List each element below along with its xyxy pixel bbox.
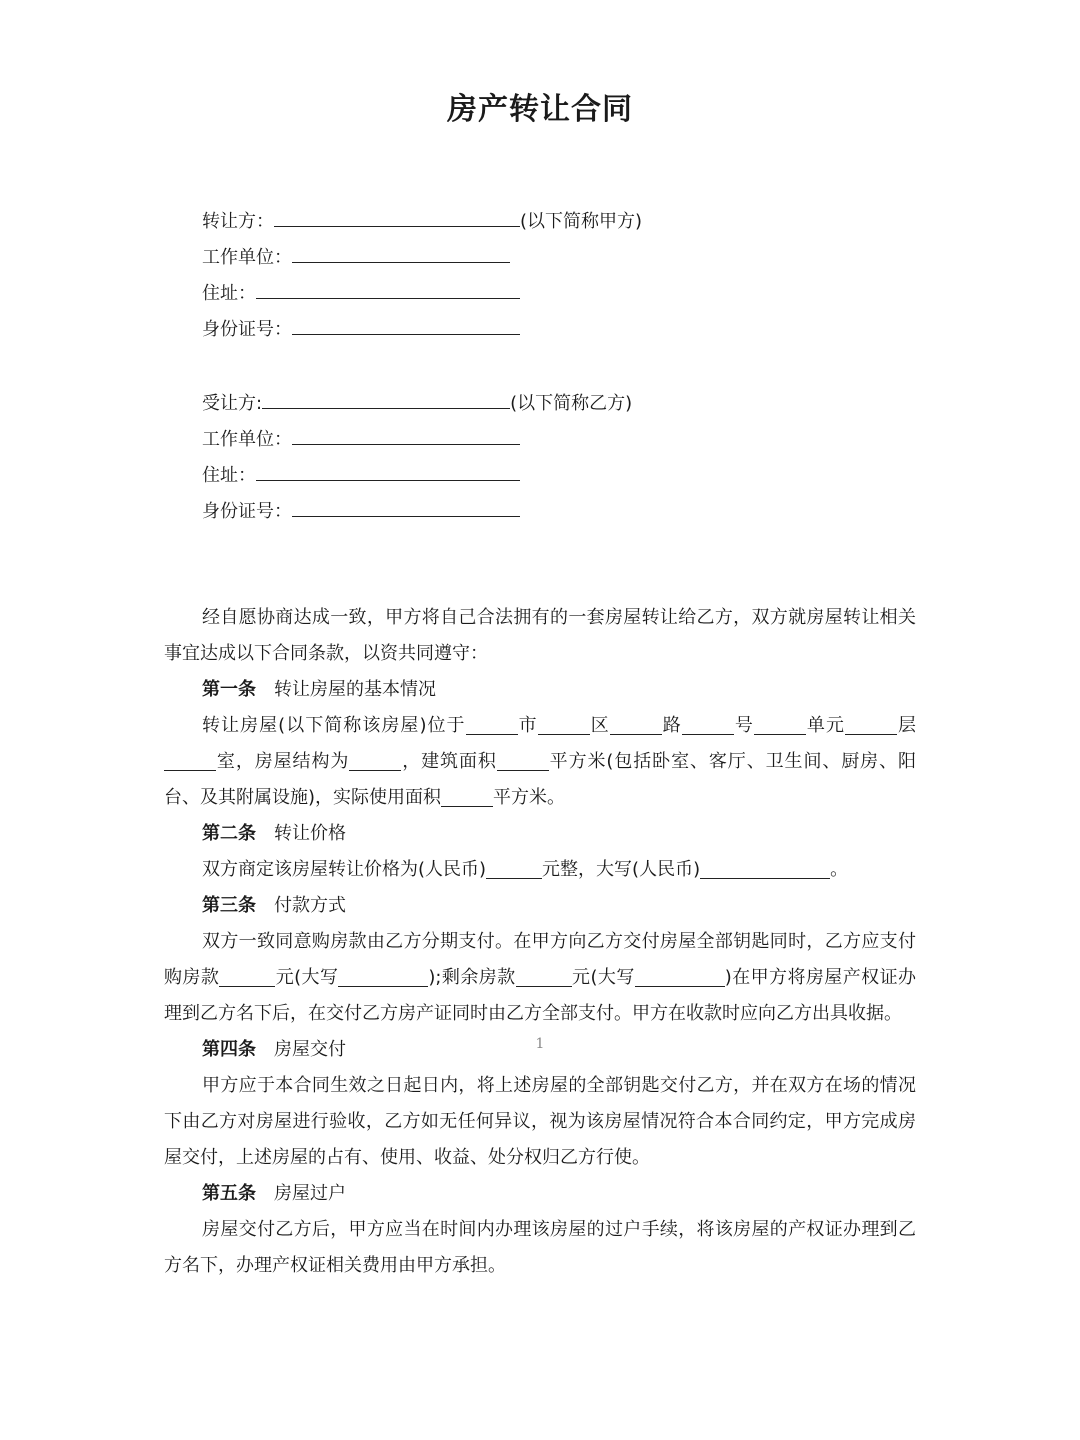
party-b-id-line — [202, 496, 520, 526]
floor-label: 层 — [897, 715, 917, 736]
remaining-words-label: 元(大写 — [571, 967, 635, 988]
party-a-work-line — [202, 242, 510, 272]
intro-paragraph: 经自愿协商达成一致，甲方将自己合法拥有的一套房屋转让给乙方，双方就房屋转让相关事宜达成以下合同条款，以资共同遵守： — [164, 607, 916, 664]
usable-area-unit: 平方米。 — [493, 787, 566, 808]
page-number: 1 — [535, 1036, 545, 1052]
article-3-title: 付款方式 — [274, 895, 346, 916]
article-1-paragraph — [164, 708, 916, 816]
remaining-words-blank[interactable] — [635, 964, 725, 987]
transferee-label: 受让方: — [202, 393, 263, 414]
transferor-blank[interactable] — [274, 206, 520, 227]
area-label: ，建筑面积 — [401, 751, 497, 772]
first-payment-blank[interactable] — [219, 964, 275, 987]
number-blank[interactable] — [682, 712, 734, 735]
party-b-address-blank[interactable] — [256, 460, 520, 481]
floor-blank[interactable] — [845, 712, 897, 735]
first-payment-words-label: 元(大写 — [275, 967, 339, 988]
article-2-title: 转让价格 — [274, 823, 346, 844]
transferee-line — [202, 388, 632, 418]
road-blank[interactable] — [610, 712, 662, 735]
number-label: 号 — [733, 715, 754, 736]
article-3-number: 第三条 — [202, 895, 256, 916]
area-blank[interactable] — [497, 748, 549, 771]
price-end: 。 — [830, 859, 849, 880]
price-blank[interactable] — [486, 856, 542, 879]
price-words-label: 元整，大写(人民币) — [542, 859, 701, 880]
article-3-heading — [164, 888, 916, 924]
party-b-address-line — [202, 460, 520, 490]
party-a-address-blank[interactable] — [256, 278, 520, 299]
party-a-id-label: 身份证号： — [202, 319, 292, 340]
transferee-blank[interactable] — [262, 388, 510, 409]
article-1-heading — [164, 672, 916, 708]
transferor-label: 转让方： — [202, 211, 274, 232]
transferee-suffix: (以下简称乙方) — [510, 393, 633, 414]
city-blank[interactable] — [466, 712, 518, 735]
article-4-paragraph: 甲方应于本合同生效之日起日内，将上述房屋的全部钥匙交付乙方，并在双方在场的情况下由乙方对房屋进行验收，乙方如无任何异议，视为该房屋情况符合本合同约定，甲方完成房屋交付，上述房屋的占有、使用、收益、处分权归乙方行使。 — [164, 1075, 916, 1168]
district-label: 区 — [589, 715, 610, 736]
unit-blank[interactable] — [754, 712, 806, 735]
article-5-heading — [164, 1176, 916, 1212]
article-5-title: 房屋过户 — [274, 1183, 346, 1204]
article-1-number: 第一条 — [202, 679, 256, 700]
transferor-line — [202, 206, 642, 236]
payment-text: 双方一致同意购房款由乙方分期支付。在甲方向乙方交付房屋全部钥匙同时，乙方应支付购房款 — [164, 931, 916, 988]
payment-terms-text: )在甲方将房屋产权证办理到乙方名下后，在交付乙方房产证同时由乙方全部支付。甲方在收款时应向乙方出具收据。 — [164, 967, 916, 1024]
unit-label: 单元 — [805, 715, 845, 736]
contract-body — [164, 600, 916, 1284]
party-b-work-blank[interactable] — [292, 424, 520, 445]
party-a-work-blank[interactable] — [292, 242, 510, 263]
party-b-id-blank[interactable] — [292, 496, 520, 517]
room-blank[interactable] — [164, 748, 216, 771]
remaining-payment-label: );剩余房款 — [428, 967, 516, 988]
remaining-payment-blank[interactable] — [516, 964, 572, 987]
article-5-paragraph: 房屋交付乙方后，甲方应当在时间内办理该房屋的过户手续，将该房屋的产权证办理到乙方名下，办理产权证相关费用由甲方承担。 — [164, 1219, 916, 1276]
party-b-id-label: 身份证号： — [202, 501, 292, 522]
article-2-paragraph — [164, 852, 916, 888]
article-5-number: 第五条 — [202, 1183, 256, 1204]
usable-area-blank[interactable] — [441, 784, 493, 807]
article-2-heading — [164, 816, 916, 852]
article-2-number: 第二条 — [202, 823, 256, 844]
party-b-work-label: 工作单位： — [202, 429, 292, 450]
article-1-text: 转让房屋(以下简称该房屋)位于 — [202, 715, 466, 736]
party-a-address-line — [202, 278, 520, 308]
structure-blank[interactable] — [349, 748, 401, 771]
document-title: 房产转让合同 — [447, 92, 633, 127]
party-a-work-label: 工作单位： — [202, 247, 292, 268]
transferor-suffix: (以下简称甲方) — [520, 211, 643, 232]
party-a-address-label: 住址： — [202, 283, 256, 304]
party-a-id-blank[interactable] — [292, 314, 520, 335]
first-payment-words-blank[interactable] — [338, 964, 428, 987]
party-b-address-label: 住址： — [202, 465, 256, 486]
party-b-work-line — [202, 424, 520, 454]
usable-area-label: 平方米(包括卧室、客厅、卫生间、厨房、阳台、及其附属设施)，实际使用面积 — [164, 751, 917, 808]
article-1-title: 转让房屋的基本情况 — [274, 679, 436, 700]
city-label: 市 — [517, 715, 538, 736]
district-blank[interactable] — [538, 712, 590, 735]
article-3-paragraph — [164, 924, 916, 1032]
road-label: 路 — [661, 715, 682, 736]
article-4-title: 房屋交付 — [274, 1039, 346, 1060]
structure-label: 室，房屋结构为 — [216, 751, 350, 772]
price-label: 双方商定该房屋转让价格为(人民币) — [202, 859, 487, 880]
price-words-blank[interactable] — [700, 856, 830, 879]
party-a-id-line — [202, 314, 520, 344]
article-4-number: 第四条 — [202, 1039, 256, 1060]
